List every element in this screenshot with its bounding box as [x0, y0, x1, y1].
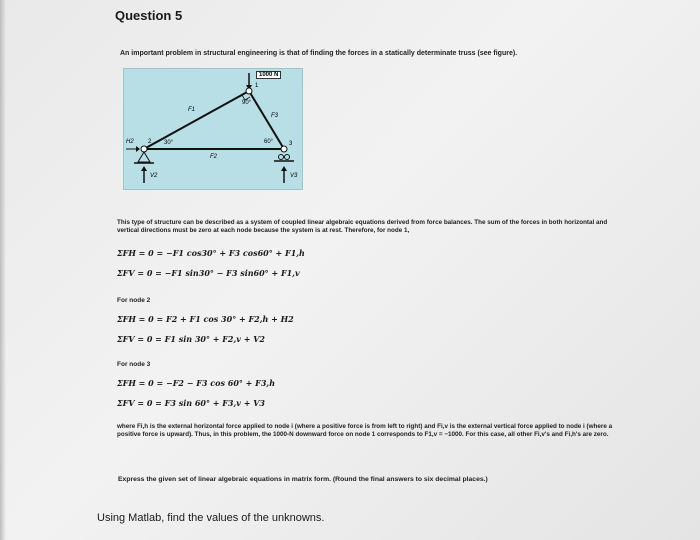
f1-label: F1: [188, 107, 196, 113]
node2-eq-horizontal: ΣFH = 0 = F2 + F1 cos 30° + F2,h + H2: [117, 314, 294, 324]
task-instruction: Express the given set of linear algebraic equations in matrix form. (Round the final answers to six decimal places.): [118, 476, 488, 483]
f2-label: F2: [210, 154, 218, 160]
f3-label: F3: [271, 113, 279, 119]
roller-support-right: [285, 155, 290, 160]
closing-instruction: Using Matlab, find the values of the unknowns.: [97, 512, 325, 524]
angle-left-label: 30°: [164, 140, 174, 146]
node2-eq-vertical: ΣFV = 0 = F1 sin 30° + F2,v + V2: [117, 334, 265, 344]
support-left: [138, 152, 150, 162]
node1-eq-horizontal: ΣFH = 0 = −F1 cos30° + F3 cos60° + F1,h: [117, 248, 305, 258]
roller-support-left: [279, 155, 284, 160]
node2-label: For node 2: [117, 297, 151, 304]
description-paragraph: This type of structure can be described as a system of coupled linear algebraic equations derived from force balances. The sum of the forces in both horizontal and vertical directions must be zero at each node because the system is at rest. Therefore, for node 1,: [117, 219, 608, 234]
node-1-circle: [246, 88, 252, 94]
load-label: 1000 N: [256, 71, 281, 79]
node-1-label: 1: [255, 83, 259, 89]
node1-eq-vertical: ΣFV = 0 = −F1 sin30° − F3 sin60° + F1,v: [117, 268, 300, 278]
member-f1: [144, 91, 252, 149]
angle-right-label: 60°: [264, 139, 274, 145]
node-3-label: 3: [289, 141, 293, 147]
node-3-circle: [281, 146, 287, 152]
intro-text: An important problem in structural engineering is that of finding the forces in a statically determinate truss (see figure).: [120, 50, 518, 57]
v2-label: V2: [150, 173, 158, 179]
truss-figure: [123, 68, 303, 190]
node-2-label: 2: [148, 139, 152, 145]
v3-label: V3: [290, 173, 298, 179]
node3-eq-vertical: ΣFV = 0 = F3 sin 60° + F3,v + V3: [117, 398, 265, 408]
h2-label: H2: [126, 139, 134, 145]
page-edge-shadow: [0, 0, 6, 540]
question-title: Question 5: [115, 8, 183, 23]
explanation-paragraph: where Fi,h is the external horizontal force applied to node i (where a positive force is from left to right) and Fi,v is the external vertical force applied to node i (where a positive force is upward). Thus, in this problem, the 1000-N downward force on node 1 corresponds to F1,v = −1000. For this case, all other Fi,v's and Fi,h's are zero.: [117, 423, 613, 438]
node3-eq-horizontal: ΣFH = 0 = −F2 − F3 cos 60° + F3,h: [117, 378, 276, 388]
truss-diagram: [124, 69, 302, 189]
angle-top-label: 90°: [242, 100, 252, 106]
node3-label: For node 3: [117, 361, 151, 368]
